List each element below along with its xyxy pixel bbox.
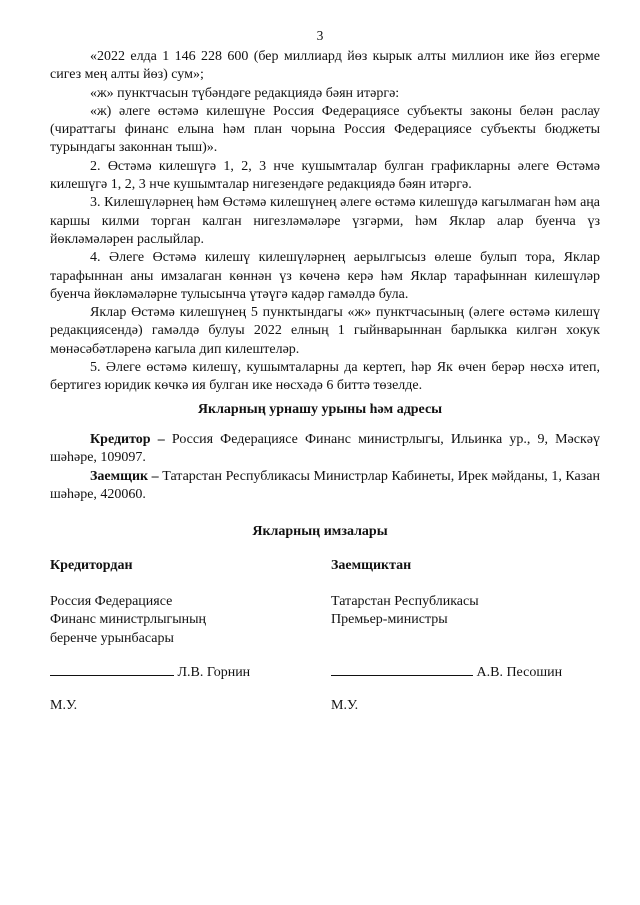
party-addresses	[50, 431, 600, 504]
page-number: 3	[316, 28, 324, 43]
borrower-label: Заемщик –	[90, 468, 159, 484]
signatures-heading: Якларның имзалары	[252, 524, 388, 539]
right-org-line: Татарстан Республикасы	[331, 594, 479, 609]
right-signatory-name: А.В. Песошин	[476, 665, 563, 680]
creditor-address	[50, 431, 600, 468]
paragraph: 5. Әлеге өстәмә килешү, кушымталарны да кертеп, һәр Як өчен берәр нөсхә итеп, бертигез юридик көчкә ия булган ике нөсхәдә 6 биттә төзелде.	[50, 360, 600, 394]
creditor-label: Кредитор –	[90, 432, 165, 447]
paragraph: 3. Килешүләрнең һәм Өстәмә килешүнең әлеге өстәмә килешүдә кагылмаган һәм аңа каршы килми торган калган нигезләмәләре үзгәрми, һәм Яклар алар буенча үз йөкләмәләрен раслыйлар.	[50, 195, 600, 247]
paragraph: 4. Әлеге Өстәмә килешү килешүләрнең аерылгысыз өлеше булып тора, Яклар тарафыннан аны имзалаган көннән үз көченә керә һәм Яклар тарафыннан килешүләр буенча йөкләмәләрне тулысынча үтәүгә кадәр гамәлдә була.	[50, 250, 600, 302]
left-signature-block	[50, 557, 310, 575]
addresses-heading: Якларның урнашу урыны һәм адресы	[197, 402, 443, 417]
right-signatory-org	[331, 593, 601, 630]
left-org-line: Россия Федерациясе	[50, 594, 173, 609]
right-signature-row	[331, 662, 601, 682]
paragraph: 2. Өстәмә килешүгә 1, 2, 3 нче кушымталар булган графикларны әлеге Өстәмә килешүгә 1, 2, 3 нче кушымталар нигезендәге редакциядә бәян итәргә.	[50, 158, 600, 193]
right-org-line: Премьер-министры	[331, 612, 448, 628]
creditor-text: Россия Федерациясе Финанс министрлыгы, Ильинка ур., 9, Мәскәү шәһәре, 109097.	[50, 432, 600, 466]
left-org-line: беренче урынбасары	[50, 630, 174, 646]
left-org-line: Финанс министрлыгының	[50, 612, 207, 628]
left-signature-row	[50, 662, 310, 682]
paragraph: «2022 елда 1 146 228 600 (бер миллиард йөз кырык алты миллион ике йөз егерме сигез мең алты йөз) сум»;	[50, 49, 600, 83]
signature-line	[50, 662, 174, 676]
right-signature-block	[331, 557, 601, 575]
left-seal: М.У.	[50, 698, 78, 713]
paragraph: «ж) әлеге өстәмә килешүне Россия Федерациясе субъекты законы белән раслау (чираттагы финанс елына һәм план чорына Россия Федерациясе субъекты бюджеты турындагы законнан тыш)».	[50, 103, 600, 156]
left-signatory-title: Кредитордан	[50, 558, 133, 573]
left-signatory-name: Л.В. Горнин	[177, 665, 251, 680]
borrower-text: Татарстан Республикасы Министрлар Кабинеты, Ирек мәйданы, 1, Казан шәһәре, 420060.	[50, 468, 600, 502]
right-signatory-title: Заемщиктан	[331, 558, 412, 573]
agreement-body	[50, 48, 600, 396]
left-signatory-org	[50, 593, 310, 648]
right-seal: М.У.	[331, 698, 359, 713]
paragraph: Яклар Өстәмә килешүнең 5 пунктындагы «ж» пунктчасының (әлеге өстәмә килешү редакциясендә) гамәлдә булуы 2022 елның 1 гыйнварыннан барлыкка килгән хокук мөнәсәбәтләренә кагыла дип килештеләр.	[50, 305, 600, 357]
signature-line	[331, 662, 473, 676]
borrower-address	[50, 468, 600, 505]
paragraph: «ж» пунктчасын түбәндәге редакциядә бәян итәргә:	[90, 85, 400, 101]
